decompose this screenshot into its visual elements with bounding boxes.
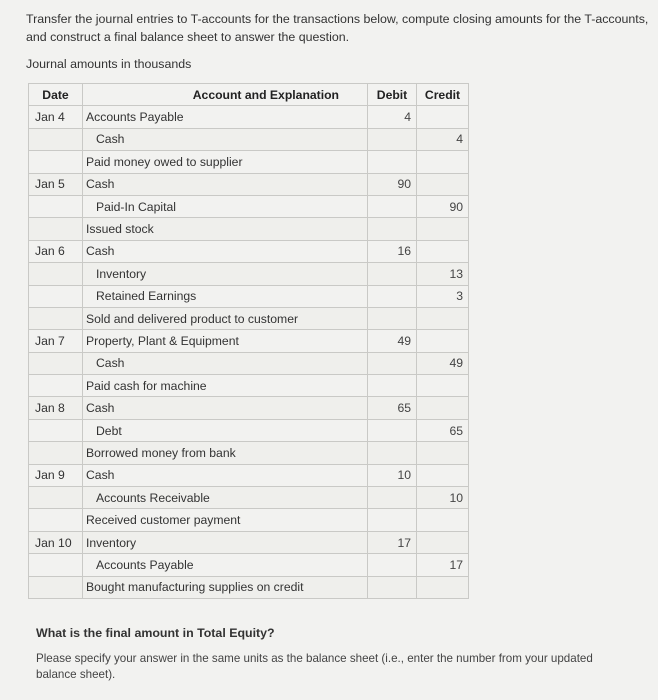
credit-cell: 10 xyxy=(417,487,469,509)
date-cell xyxy=(29,285,83,307)
credit-cell: 90 xyxy=(417,195,469,217)
credit-cell xyxy=(417,464,469,486)
date-cell: Jan 5 xyxy=(29,173,83,195)
account-cell: Bought manufacturing supplies on credit xyxy=(83,576,368,598)
debit-cell: 10 xyxy=(368,464,417,486)
date-cell xyxy=(29,218,83,240)
credit-cell xyxy=(417,106,469,128)
credit-header: Credit xyxy=(417,84,469,106)
journal-row xyxy=(29,218,469,240)
journal-row xyxy=(29,173,469,195)
debit-cell: 4 xyxy=(368,106,417,128)
account-cell: Cash xyxy=(83,128,368,150)
date-cell xyxy=(29,195,83,217)
journal-row xyxy=(29,352,469,374)
answer-instructions: Please specify your answer in the same units as the balance sheet (i.e., enter the number from your updated balance sheet). xyxy=(36,652,593,681)
journal-row xyxy=(29,419,469,441)
instructions-text: Transfer the journal entries to T-accounts for the transactions below, compute closing amounts for the T-accounts, and construct a final balance sheet to answer the question. xyxy=(26,12,649,44)
debit-cell xyxy=(368,218,417,240)
credit-cell: 49 xyxy=(417,352,469,374)
account-cell: Accounts Payable xyxy=(83,554,368,576)
account-cell: Cash xyxy=(83,352,368,374)
journal-row xyxy=(29,263,469,285)
date-cell: Jan 9 xyxy=(29,464,83,486)
credit-cell xyxy=(417,151,469,173)
credit-cell: 13 xyxy=(417,263,469,285)
units-note: Journal amounts in thousands xyxy=(26,57,192,71)
date-cell xyxy=(29,128,83,150)
account-cell: Accounts Receivable xyxy=(83,487,368,509)
debit-cell xyxy=(368,307,417,329)
account-cell: Property, Plant & Equipment xyxy=(83,330,368,352)
account-cell: Inventory xyxy=(83,531,368,553)
date-cell xyxy=(29,487,83,509)
account-header: Account and Explanation xyxy=(83,84,368,106)
account-cell: Paid money owed to supplier xyxy=(83,151,368,173)
account-cell: Sold and delivered product to customer xyxy=(83,307,368,329)
debit-cell xyxy=(368,352,417,374)
debit-cell: 16 xyxy=(368,240,417,262)
date-cell xyxy=(29,151,83,173)
debit-cell: 90 xyxy=(368,173,417,195)
date-cell xyxy=(29,307,83,329)
journal-row xyxy=(29,576,469,598)
debit-cell xyxy=(368,263,417,285)
account-cell: Cash xyxy=(83,397,368,419)
date-cell: Jan 4 xyxy=(29,106,83,128)
date-cell xyxy=(29,509,83,531)
date-cell: Jan 10 xyxy=(29,531,83,553)
journal-row xyxy=(29,487,469,509)
debit-cell: 65 xyxy=(368,397,417,419)
debit-cell xyxy=(368,151,417,173)
journal-row xyxy=(29,151,469,173)
account-cell: Cash xyxy=(83,464,368,486)
date-cell xyxy=(29,554,83,576)
journal-row xyxy=(29,442,469,464)
debit-cell: 17 xyxy=(368,531,417,553)
date-cell xyxy=(29,442,83,464)
debit-cell xyxy=(368,509,417,531)
credit-cell xyxy=(417,576,469,598)
debit-cell xyxy=(368,419,417,441)
debit-cell xyxy=(368,487,417,509)
account-cell: Received customer payment xyxy=(83,509,368,531)
debit-header: Debit xyxy=(368,84,417,106)
debit-cell xyxy=(368,554,417,576)
journal-row xyxy=(29,375,469,397)
credit-cell: 3 xyxy=(417,285,469,307)
journal-row xyxy=(29,285,469,307)
date-header: Date xyxy=(29,84,83,106)
debit-cell xyxy=(368,128,417,150)
credit-cell: 4 xyxy=(417,128,469,150)
credit-cell xyxy=(417,442,469,464)
account-cell: Paid cash for machine xyxy=(83,375,368,397)
credit-cell xyxy=(417,218,469,240)
date-cell: Jan 6 xyxy=(29,240,83,262)
account-cell: Borrowed money from bank xyxy=(83,442,368,464)
credit-cell xyxy=(417,240,469,262)
journal-body xyxy=(29,106,469,599)
journal-row xyxy=(29,330,469,352)
account-cell: Debt xyxy=(83,419,368,441)
date-cell xyxy=(29,263,83,285)
account-cell: Retained Earnings xyxy=(83,285,368,307)
date-cell xyxy=(29,419,83,441)
journal-row xyxy=(29,195,469,217)
debit-cell xyxy=(368,576,417,598)
date-cell xyxy=(29,352,83,374)
date-cell: Jan 8 xyxy=(29,397,83,419)
account-cell: Paid-In Capital xyxy=(83,195,368,217)
journal-row xyxy=(29,106,469,128)
question-title: What is the final amount in Total Equity? xyxy=(36,626,275,640)
debit-cell xyxy=(368,195,417,217)
journal-header-row xyxy=(29,84,469,106)
debit-cell xyxy=(368,375,417,397)
journal-row xyxy=(29,128,469,150)
journal-row xyxy=(29,531,469,553)
credit-cell xyxy=(417,173,469,195)
credit-cell xyxy=(417,531,469,553)
credit-cell: 17 xyxy=(417,554,469,576)
debit-cell xyxy=(368,285,417,307)
credit-cell xyxy=(417,330,469,352)
journal-table xyxy=(28,83,469,599)
journal-row xyxy=(29,240,469,262)
credit-cell: 65 xyxy=(417,419,469,441)
credit-cell xyxy=(417,509,469,531)
account-cell: Inventory xyxy=(83,263,368,285)
date-cell: Jan 7 xyxy=(29,330,83,352)
debit-cell xyxy=(368,442,417,464)
credit-cell xyxy=(417,307,469,329)
journal-row xyxy=(29,397,469,419)
date-cell xyxy=(29,375,83,397)
journal-row xyxy=(29,554,469,576)
account-cell: Cash xyxy=(83,173,368,195)
journal-row xyxy=(29,307,469,329)
debit-cell: 49 xyxy=(368,330,417,352)
credit-cell xyxy=(417,397,469,419)
journal-row xyxy=(29,509,469,531)
credit-cell xyxy=(417,375,469,397)
account-cell: Cash xyxy=(83,240,368,262)
account-cell: Accounts Payable xyxy=(83,106,368,128)
account-cell: Issued stock xyxy=(83,218,368,240)
date-cell xyxy=(29,576,83,598)
journal-row xyxy=(29,464,469,486)
